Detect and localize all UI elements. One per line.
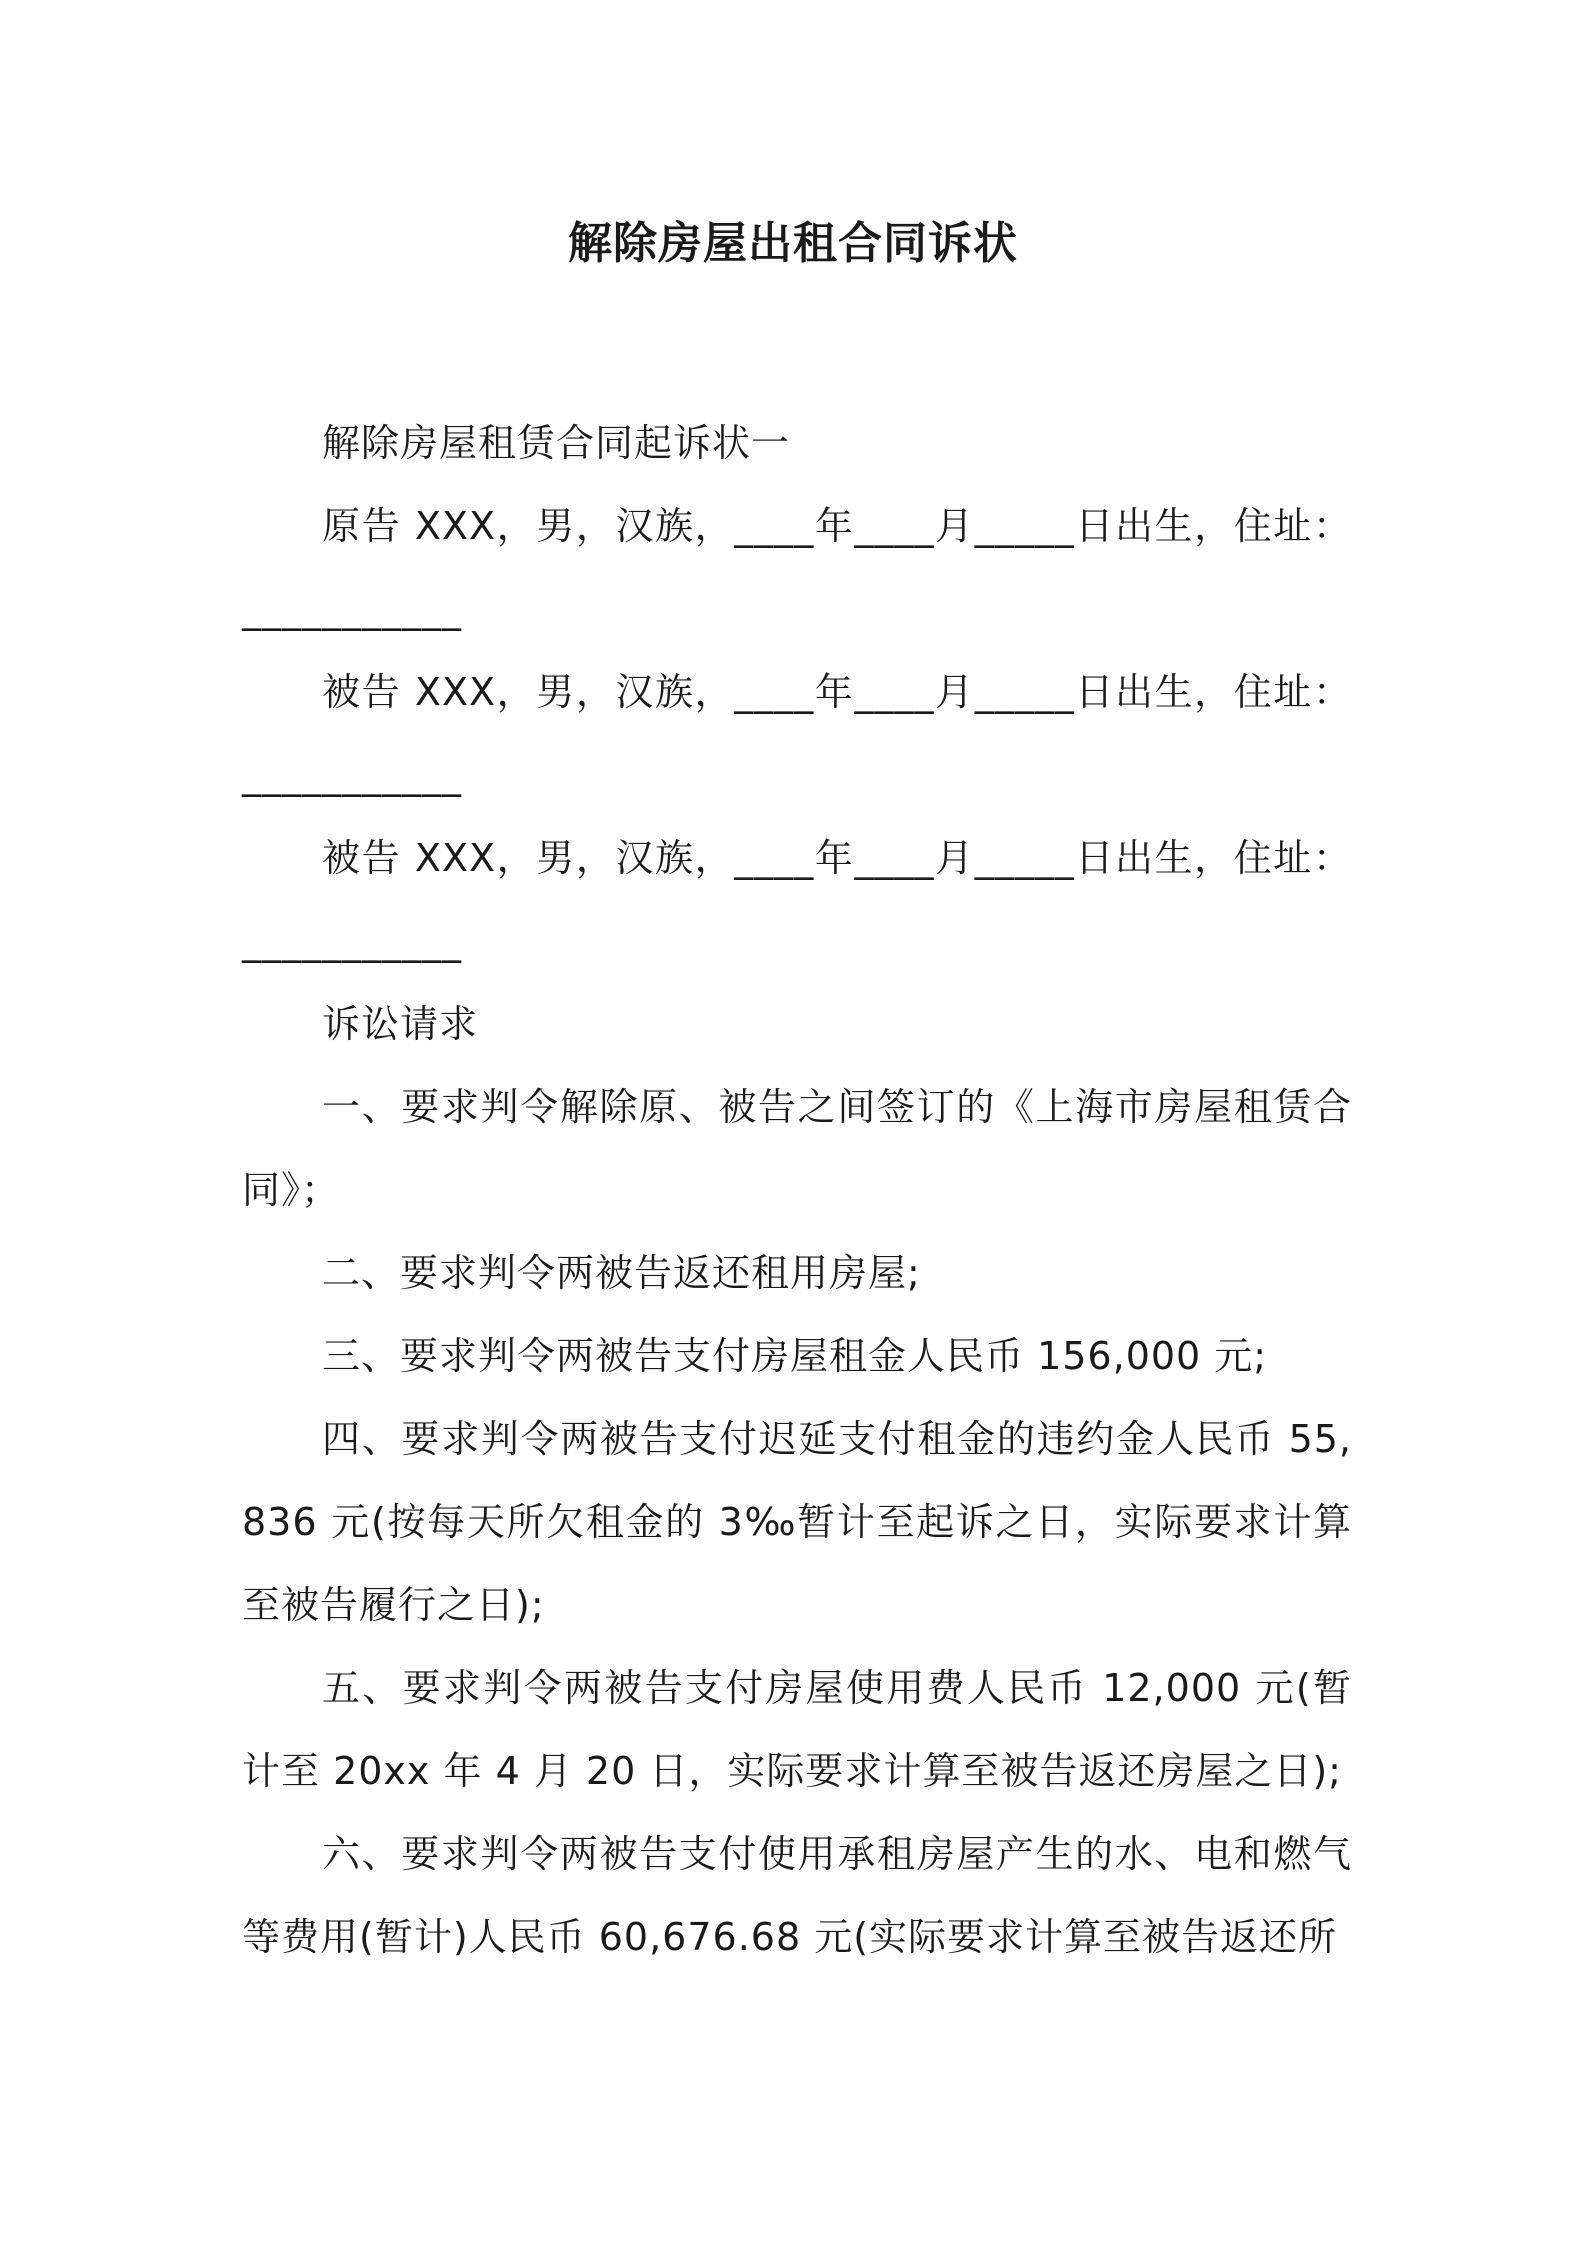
subtitle-paragraph: 解除房屋租赁合同起诉状一 (322, 421, 791, 465)
defendant-paragraph-2: 被告 XXX，男，汉族，____年____月_____日出生，住址：___________ (242, 836, 1352, 963)
document-body (242, 402, 1352, 1979)
claim-5: 五、要求判令两被告支付房屋使用费人民币 12,000 元(暂计至 20xx 年 4 月 20 日，实际要求计算至被告返还房屋之日); (242, 1666, 1352, 1793)
document-title: 解除房屋出租合同诉状 (568, 218, 1018, 269)
claim-2: 二、要求判令两被告返还租用房屋; (322, 1251, 921, 1295)
claim-3: 三、要求判令两被告支付房屋租金人民币 156,000 元; (322, 1334, 1268, 1378)
claim-1: 一、要求判令解除原、被告之间签订的《上海市房屋租赁合同》； (242, 1085, 1352, 1212)
defendant-paragraph-1: 被告 XXX，男，汉族，____年____月_____日出生，住址：___________ (242, 670, 1352, 797)
claims-heading: 诉讼请求 (322, 1002, 479, 1046)
claim-4: 四、要求判令两被告支付迟延支付租金的违约金人民币 55,836 元(按每天所欠租金的 3‰暂计至起诉之日，实际要求计算至被告履行之日); (242, 1417, 1352, 1627)
plaintiff-paragraph: 原告 XXX，男，汉族，____年____月_____日出生，住址：___________ (242, 504, 1352, 631)
claim-6: 六、要求判令两被告支付使用承租房屋产生的水、电和燃气等费用(暂计)人民币 60,676.68 元(实际要求计算至被告返还所 (242, 1832, 1352, 1959)
